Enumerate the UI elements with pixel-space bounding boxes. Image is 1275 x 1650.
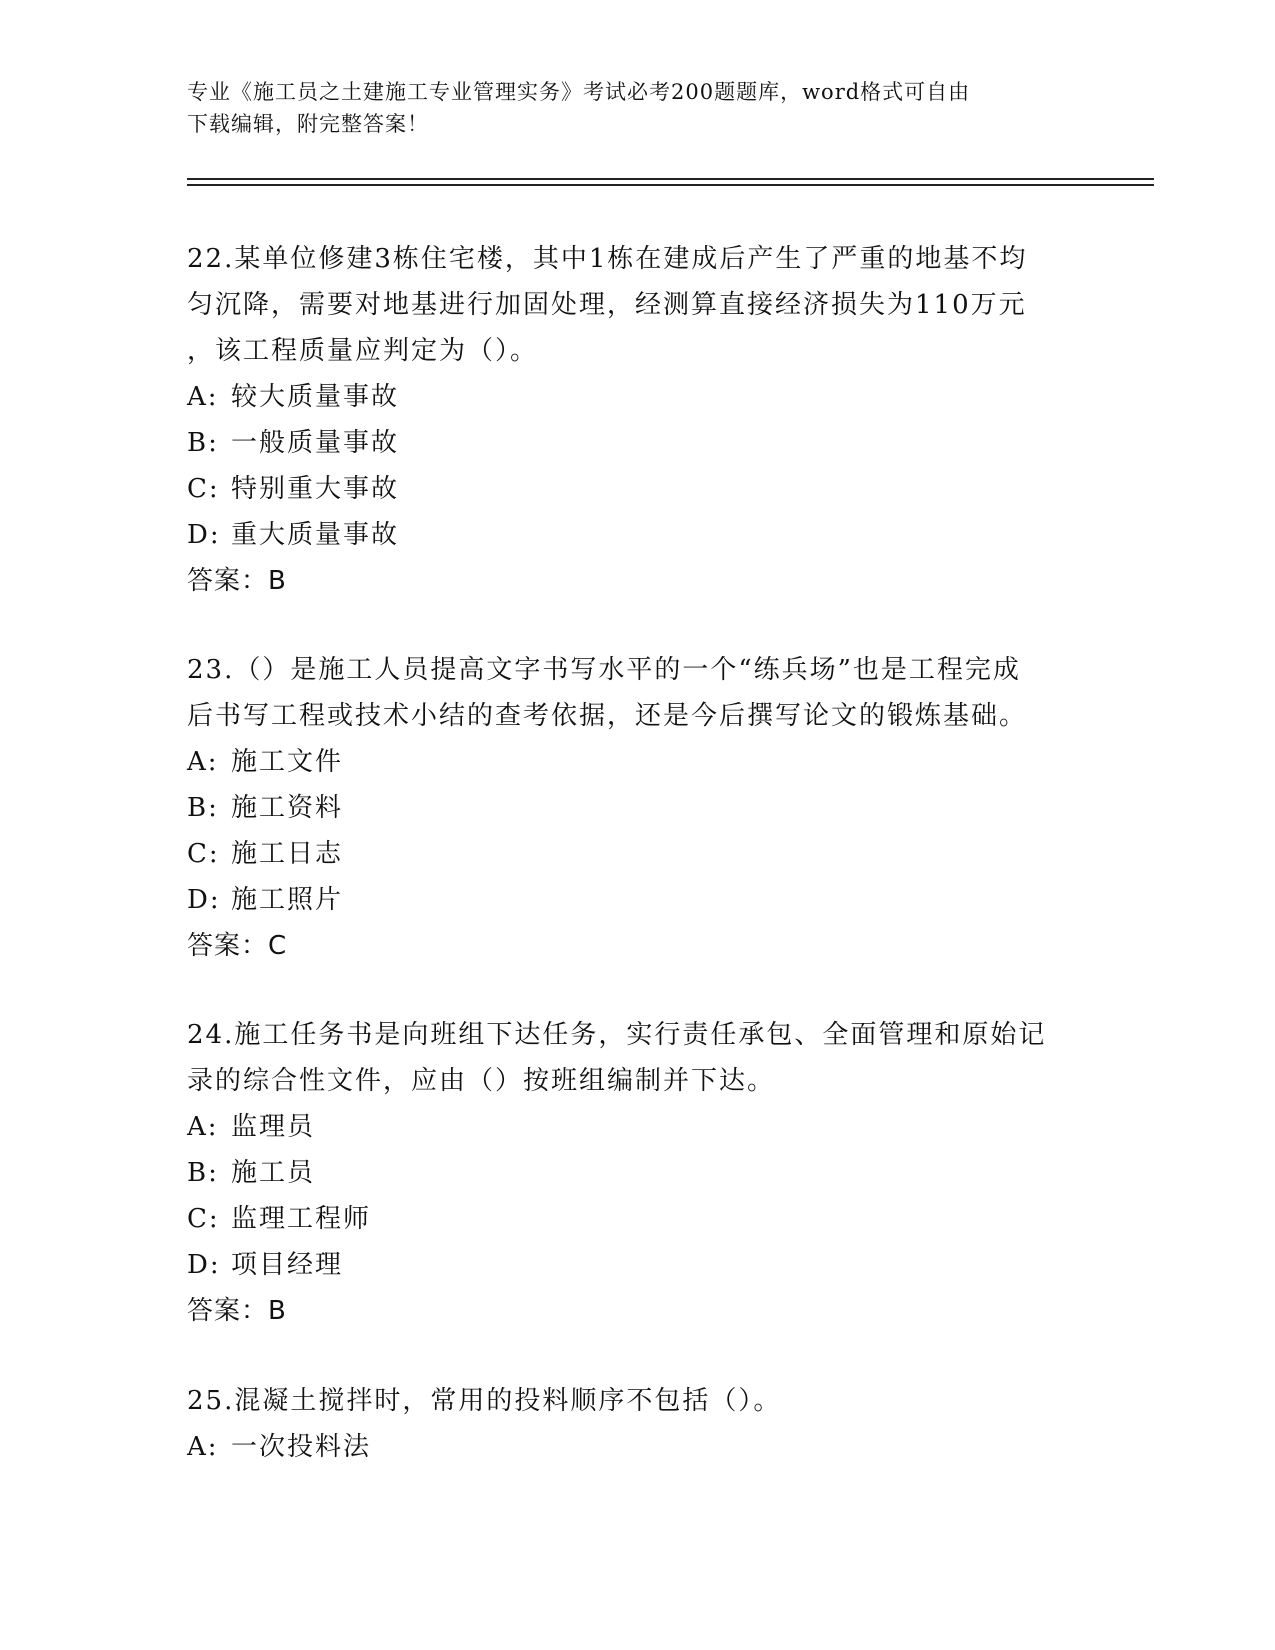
option-text: 施工日志 (231, 839, 344, 869)
question-stem-line: ，该工程质量应判定为（）。 (187, 336, 539, 366)
answer-line: 答案：B (187, 1296, 287, 1326)
option-text: 施工员 (231, 1158, 316, 1188)
option-text: 监理员 (231, 1112, 316, 1142)
option-text: 一般质量事故 (231, 428, 400, 458)
option-d (187, 877, 1087, 923)
option-text: 较大质量事故 (231, 382, 400, 412)
option-letter: D: (187, 885, 221, 915)
option-a (187, 374, 1087, 420)
question-stem-line: 23.（）是施工人员提高文字书写水平的一个“练兵场”也是工程完成 (187, 655, 1021, 685)
option-a (187, 739, 1087, 785)
option-text: 一次投料法 (231, 1432, 372, 1462)
option-letter: C: (187, 839, 220, 869)
option-text: 特别重大事故 (231, 474, 400, 504)
question-stem-line: 匀沉降，需要对地基进行加固处理，经测算直接经济损失为110万元 (187, 290, 1027, 320)
option-letter: A: (187, 382, 219, 412)
option-text: 监理工程师 (231, 1204, 372, 1234)
question-22 (187, 236, 1087, 604)
option-text: 施工照片 (231, 885, 344, 915)
option-c (187, 1196, 1087, 1242)
question-stem-line: 22.某单位修建3栋住宅楼，其中1栋在建成后产生了严重的地基不均 (187, 244, 1028, 274)
question-stem-line: 24.施工任务书是向班组下达任务，实行责任承包、全面管理和原始记 (187, 1020, 1047, 1050)
option-letter: B: (187, 1158, 219, 1188)
option-d (187, 1242, 1087, 1288)
option-c (187, 466, 1087, 512)
option-letter: A: (187, 747, 219, 777)
option-letter: A: (187, 1112, 219, 1142)
option-letter: C: (187, 1204, 220, 1234)
option-letter: A: (187, 1432, 219, 1462)
option-text: 项目经理 (231, 1250, 344, 1280)
question-23 (187, 647, 1087, 969)
header-divider-bottom (187, 184, 1154, 186)
option-a (187, 1424, 1087, 1470)
header-line-1: 专业《施工员之土建施工专业管理实务》考试必考200题题库，word格式可自由 (187, 80, 971, 104)
option-c (187, 831, 1087, 877)
answer-line: 答案：B (187, 566, 287, 596)
header-line-2: 下载编辑，附完整答案！ (187, 112, 429, 136)
question-25 (187, 1378, 1087, 1470)
option-b (187, 785, 1087, 831)
option-text: 重大质量事故 (231, 520, 400, 550)
option-letter: B: (187, 428, 219, 458)
option-letter: D: (187, 520, 221, 550)
option-letter: D: (187, 1250, 221, 1280)
question-stem-line: 录的综合性文件，应由（）按班组编制并下达。 (187, 1066, 776, 1096)
option-letter: C: (187, 474, 220, 504)
option-a (187, 1104, 1087, 1150)
document-header (187, 76, 1077, 140)
question-stem-line: 后书写工程或技术小结的查考依据，还是今后撰写论文的锻炼基础。 (187, 701, 1028, 731)
option-text: 施工资料 (231, 793, 344, 823)
question-24 (187, 1012, 1087, 1334)
question-stem-line: 25.混凝土搅拌时，常用的投料顺序不包括（）。 (187, 1386, 782, 1416)
option-d (187, 512, 1087, 558)
option-b (187, 1150, 1087, 1196)
option-text: 施工文件 (231, 747, 344, 777)
answer-line: 答案：C (187, 931, 288, 961)
option-b (187, 420, 1087, 466)
option-letter: B: (187, 793, 219, 823)
header-divider-top (187, 178, 1154, 180)
